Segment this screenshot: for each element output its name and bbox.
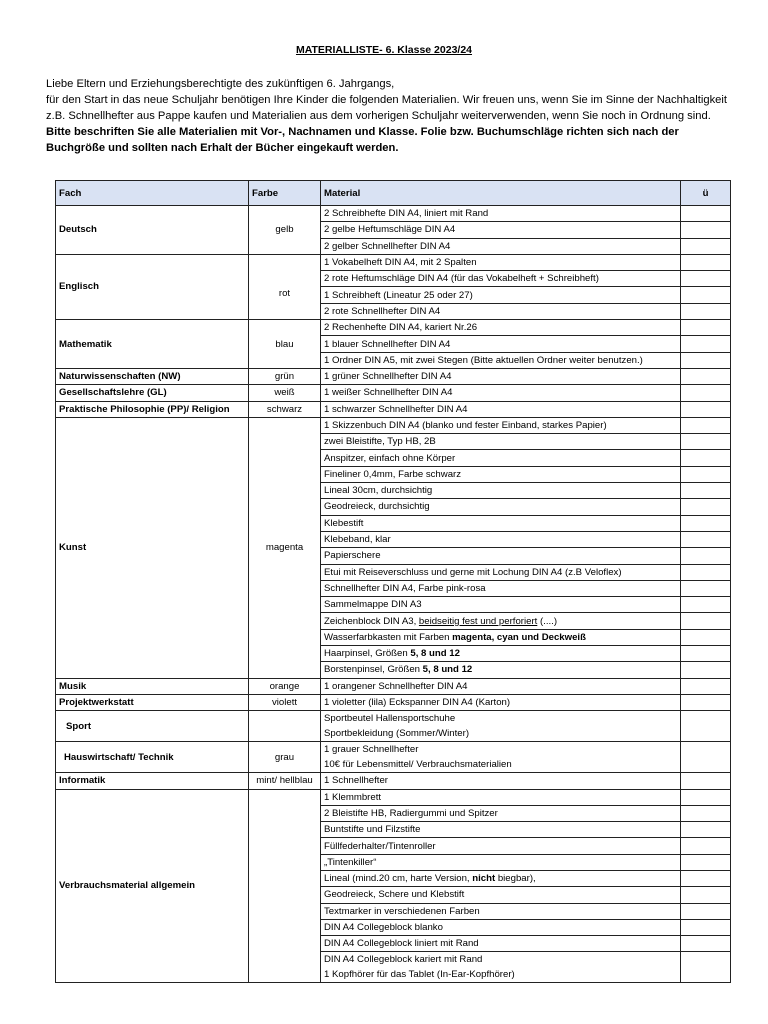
check-cell[interactable] [681, 952, 731, 983]
check-cell[interactable] [681, 450, 731, 466]
check-cell[interactable] [681, 742, 731, 773]
material-item [321, 662, 681, 678]
check-cell[interactable] [681, 887, 731, 903]
check-cell[interactable] [681, 919, 731, 935]
check-cell[interactable] [681, 466, 731, 482]
check-cell[interactable] [681, 531, 731, 547]
table-row [56, 368, 731, 384]
page-title: MATERIALLISTE- 6. Klasse 2023/24 [295, 44, 473, 56]
check-cell[interactable] [681, 287, 731, 303]
subject-color: magenta [249, 417, 321, 678]
material-item: DIN A4 Collegeblock liniert mit Rand [321, 936, 681, 952]
subject-name: Kunst [56, 417, 249, 678]
material-line: 1 grauer Schnellhefter [324, 744, 419, 756]
check-cell[interactable] [681, 368, 731, 384]
material-item: 1 blauer Schnellhefter DIN A4 [321, 336, 681, 352]
subject-color: weiß [249, 385, 321, 401]
header-check: ü [681, 181, 731, 206]
material-item: 1 Schreibheft (Lineatur 25 oder 27) [321, 287, 681, 303]
material-item: 2 Schreibhefte DIN A4, liniert mit Rand [321, 206, 681, 222]
material-item: DIN A4 Collegeblock blanko [321, 919, 681, 935]
check-cell[interactable] [681, 805, 731, 821]
material-item: 1 Klemmbrett [321, 789, 681, 805]
material-item: 1 Skizzenbuch DIN A4 (blanko und fester Einband, starkes Papier) [321, 417, 681, 433]
header-fach: Fach [56, 181, 249, 206]
material-item [321, 952, 681, 983]
table-row [56, 417, 731, 433]
subject-color: grün [249, 368, 321, 384]
check-cell[interactable] [681, 773, 731, 789]
check-cell[interactable] [681, 870, 731, 886]
material-item: 2 rote Heftumschläge DIN A4 (für das Vokabelheft + Schreibheft) [321, 271, 681, 287]
check-cell[interactable] [681, 352, 731, 368]
subject-name: Informatik [56, 773, 249, 789]
material-text-bold: magenta, cyan und Deckweiß [452, 631, 586, 643]
subject-color: violett [249, 694, 321, 710]
material-line: Sportbekleidung (Sommer/Winter) [324, 728, 470, 740]
check-cell[interactable] [681, 854, 731, 870]
table-row [56, 711, 731, 742]
subject-name: Naturwissenschaften (NW) [56, 368, 249, 384]
check-cell[interactable] [681, 499, 731, 515]
material-item [321, 613, 681, 629]
check-cell[interactable] [681, 548, 731, 564]
check-cell[interactable] [681, 936, 731, 952]
material-item [321, 646, 681, 662]
subject-name: Hauswirtschaft/ Technik [56, 742, 249, 773]
table-row [56, 694, 731, 710]
material-line: 10€ für Lebensmittel/ Verbrauchsmaterialien [324, 759, 512, 771]
table-row [56, 254, 731, 270]
material-item [321, 870, 681, 886]
check-cell[interactable] [681, 401, 731, 417]
material-item: zwei Bleistifte, Typ HB, 2B [321, 434, 681, 450]
subject-color: mint/ hellblau [249, 773, 321, 789]
check-cell[interactable] [681, 222, 731, 238]
material-item: 2 gelbe Heftumschläge DIN A4 [321, 222, 681, 238]
check-cell[interactable] [681, 206, 731, 222]
material-line: Sportbeutel Hallensportschuhe [324, 713, 456, 725]
material-item: Geodreieck, durchsichtig [321, 499, 681, 515]
material-item: „Tintenkiller“ [321, 854, 681, 870]
material-item: 1 violetter (lila) Eckspanner DIN A4 (Karton) [321, 694, 681, 710]
table-row [56, 320, 731, 336]
material-item: 1 Ordner DIN A5, mit zwei Stegen (Bitte aktuellen Ordner weiter benutzen.) [321, 352, 681, 368]
check-cell[interactable] [681, 662, 731, 678]
material-item: Textmarker in verschiedenen Farben [321, 903, 681, 919]
material-line: 1 Kopfhörer für das Tablet (In-Ear-Kopfhörer) [324, 969, 515, 981]
check-cell[interactable] [681, 483, 731, 499]
subject-name: Verbrauchsmaterial allgemein [56, 789, 249, 983]
material-table [55, 180, 731, 983]
subject-name: Praktische Philosophie (PP)/ Religion [56, 401, 249, 417]
table-row [56, 401, 731, 417]
check-cell[interactable] [681, 694, 731, 710]
material-text-underlined: beidseitig fest und perforiert [418, 615, 538, 627]
check-cell[interactable] [681, 613, 731, 629]
subject-name: Musik [56, 678, 249, 694]
table-row [56, 742, 731, 773]
check-cell[interactable] [681, 678, 731, 694]
check-cell[interactable] [681, 580, 731, 596]
check-cell[interactable] [681, 303, 731, 319]
material-item [321, 711, 681, 742]
intro-greeting: Liebe Eltern und Erziehungsberechtigte des zukünftigen 6. Jahrgangs, [46, 78, 395, 90]
material-item: Fineliner 0,4mm, Farbe schwarz [321, 466, 681, 482]
check-cell[interactable] [681, 838, 731, 854]
material-item: Klebestift [321, 515, 681, 531]
check-cell[interactable] [681, 564, 731, 580]
check-cell[interactable] [681, 597, 731, 613]
material-text: Lineal (mind.20 cm, harte Version, [324, 873, 473, 885]
material-item: Etui mit Reiseverschluss und gerne mit Lochung DIN A4 (z.B Veloflex) [321, 564, 681, 580]
check-cell[interactable] [681, 238, 731, 254]
material-text-bold: 5, 8 und 12 [422, 664, 473, 676]
subject-name: Projektwerkstatt [56, 694, 249, 710]
header-farbe: Farbe [249, 181, 321, 206]
material-item: 1 grüner Schnellhefter DIN A4 [321, 368, 681, 384]
table-header-row [56, 181, 731, 206]
intro-paragraph: für den Start in das neue Schuljahr benötigen Ihre Kinder die folgenden Materialien. Wir freuen uns, wenn Sie im Sinne der Nachhaltigkeit z.B. Schnellhefter aus Pappe kaufen und Materialien aus dem vorherigen Schuljahr weiterverwenden, wenn Sie noch in Ordnung sind. [46, 94, 727, 122]
material-item: 2 Rechenhefte DIN A4, kariert Nr.26 [321, 320, 681, 336]
subject-name: Deutsch [56, 206, 249, 255]
material-text-bold: nicht [472, 873, 496, 885]
material-text: biegbar), [495, 873, 536, 885]
check-cell[interactable] [681, 417, 731, 433]
material-item: 1 orangener Schnellhefter DIN A4 [321, 678, 681, 694]
material-text: Borstenpinsel, Größen [324, 664, 423, 676]
check-cell[interactable] [681, 434, 731, 450]
subject-name: Englisch [56, 254, 249, 319]
check-cell[interactable] [681, 271, 731, 287]
material-item: Füllfederhalter/Tintenroller [321, 838, 681, 854]
material-item: Anspitzer, einfach ohne Körper [321, 450, 681, 466]
table-row [56, 678, 731, 694]
material-item: Schnellhefter DIN A4, Farbe pink-rosa [321, 580, 681, 596]
table-row [56, 206, 731, 222]
check-cell[interactable] [681, 711, 731, 742]
material-text-bold: 5, 8 und 12 [410, 648, 460, 660]
material-text: (....) [537, 615, 558, 627]
material-item [321, 742, 681, 773]
check-cell[interactable] [681, 320, 731, 336]
material-item: 2 Bleistifte HB, Radiergummi und Spitzer [321, 805, 681, 821]
material-item: 1 Vokabelheft DIN A4, mit 2 Spalten [321, 254, 681, 270]
material-item [321, 629, 681, 645]
subject-color: grau [249, 742, 321, 773]
check-cell[interactable] [681, 254, 731, 270]
material-item: Geodreieck, Schere und Klebstift [321, 887, 681, 903]
material-item: Klebeband, klar [321, 531, 681, 547]
check-cell[interactable] [681, 822, 731, 838]
subject-color [249, 711, 321, 742]
material-line: DIN A4 Collegeblock kariert mit Rand [324, 954, 483, 966]
subject-color: orange [249, 678, 321, 694]
subject-color: blau [249, 320, 321, 369]
material-item: 2 gelber Schnellhefter DIN A4 [321, 238, 681, 254]
material-item: 1 Schnellhefter [321, 773, 681, 789]
material-item: 1 weißer Schnellhefter DIN A4 [321, 385, 681, 401]
check-cell[interactable] [681, 629, 731, 645]
material-text: Haarpinsel, Größen [324, 648, 411, 660]
check-cell[interactable] [681, 903, 731, 919]
material-item: 1 schwarzer Schnellhefter DIN A4 [321, 401, 681, 417]
subject-name: Mathematik [56, 320, 249, 369]
check-cell[interactable] [681, 385, 731, 401]
material-item: Buntstifte und Filzstifte [321, 822, 681, 838]
intro-text [46, 76, 736, 156]
check-cell[interactable] [681, 646, 731, 662]
subject-name: Gesellschaftslehre (GL) [56, 385, 249, 401]
header-material: Material [321, 181, 681, 206]
material-item: 2 rote Schnellhefter DIN A4 [321, 303, 681, 319]
check-cell[interactable] [681, 336, 731, 352]
material-item: Papierschere [321, 548, 681, 564]
subject-color: rot [249, 254, 321, 319]
material-text: Wasserfarbkasten mit Farben [324, 631, 453, 643]
material-item: Lineal 30cm, durchsichtig [321, 483, 681, 499]
check-cell[interactable] [681, 789, 731, 805]
subject-color: gelb [249, 206, 321, 255]
subject-color: schwarz [249, 401, 321, 417]
subject-name: Sport [56, 711, 249, 742]
material-item: Sammelmappe DIN A3 [321, 597, 681, 613]
check-cell[interactable] [681, 515, 731, 531]
table-row [56, 773, 731, 789]
material-text: Zeichenblock DIN A3, [324, 615, 419, 627]
table-row [56, 385, 731, 401]
subject-color [249, 789, 321, 983]
table-row [56, 789, 731, 805]
intro-instruction: Bitte beschriften Sie alle Materialien mit Vor-, Nachnamen und Klasse. Folie bzw. Buchumschläge richten sich nach der Buchgröße und sollten nach Erhalt der Bücher eingekauft werden. [46, 126, 679, 154]
